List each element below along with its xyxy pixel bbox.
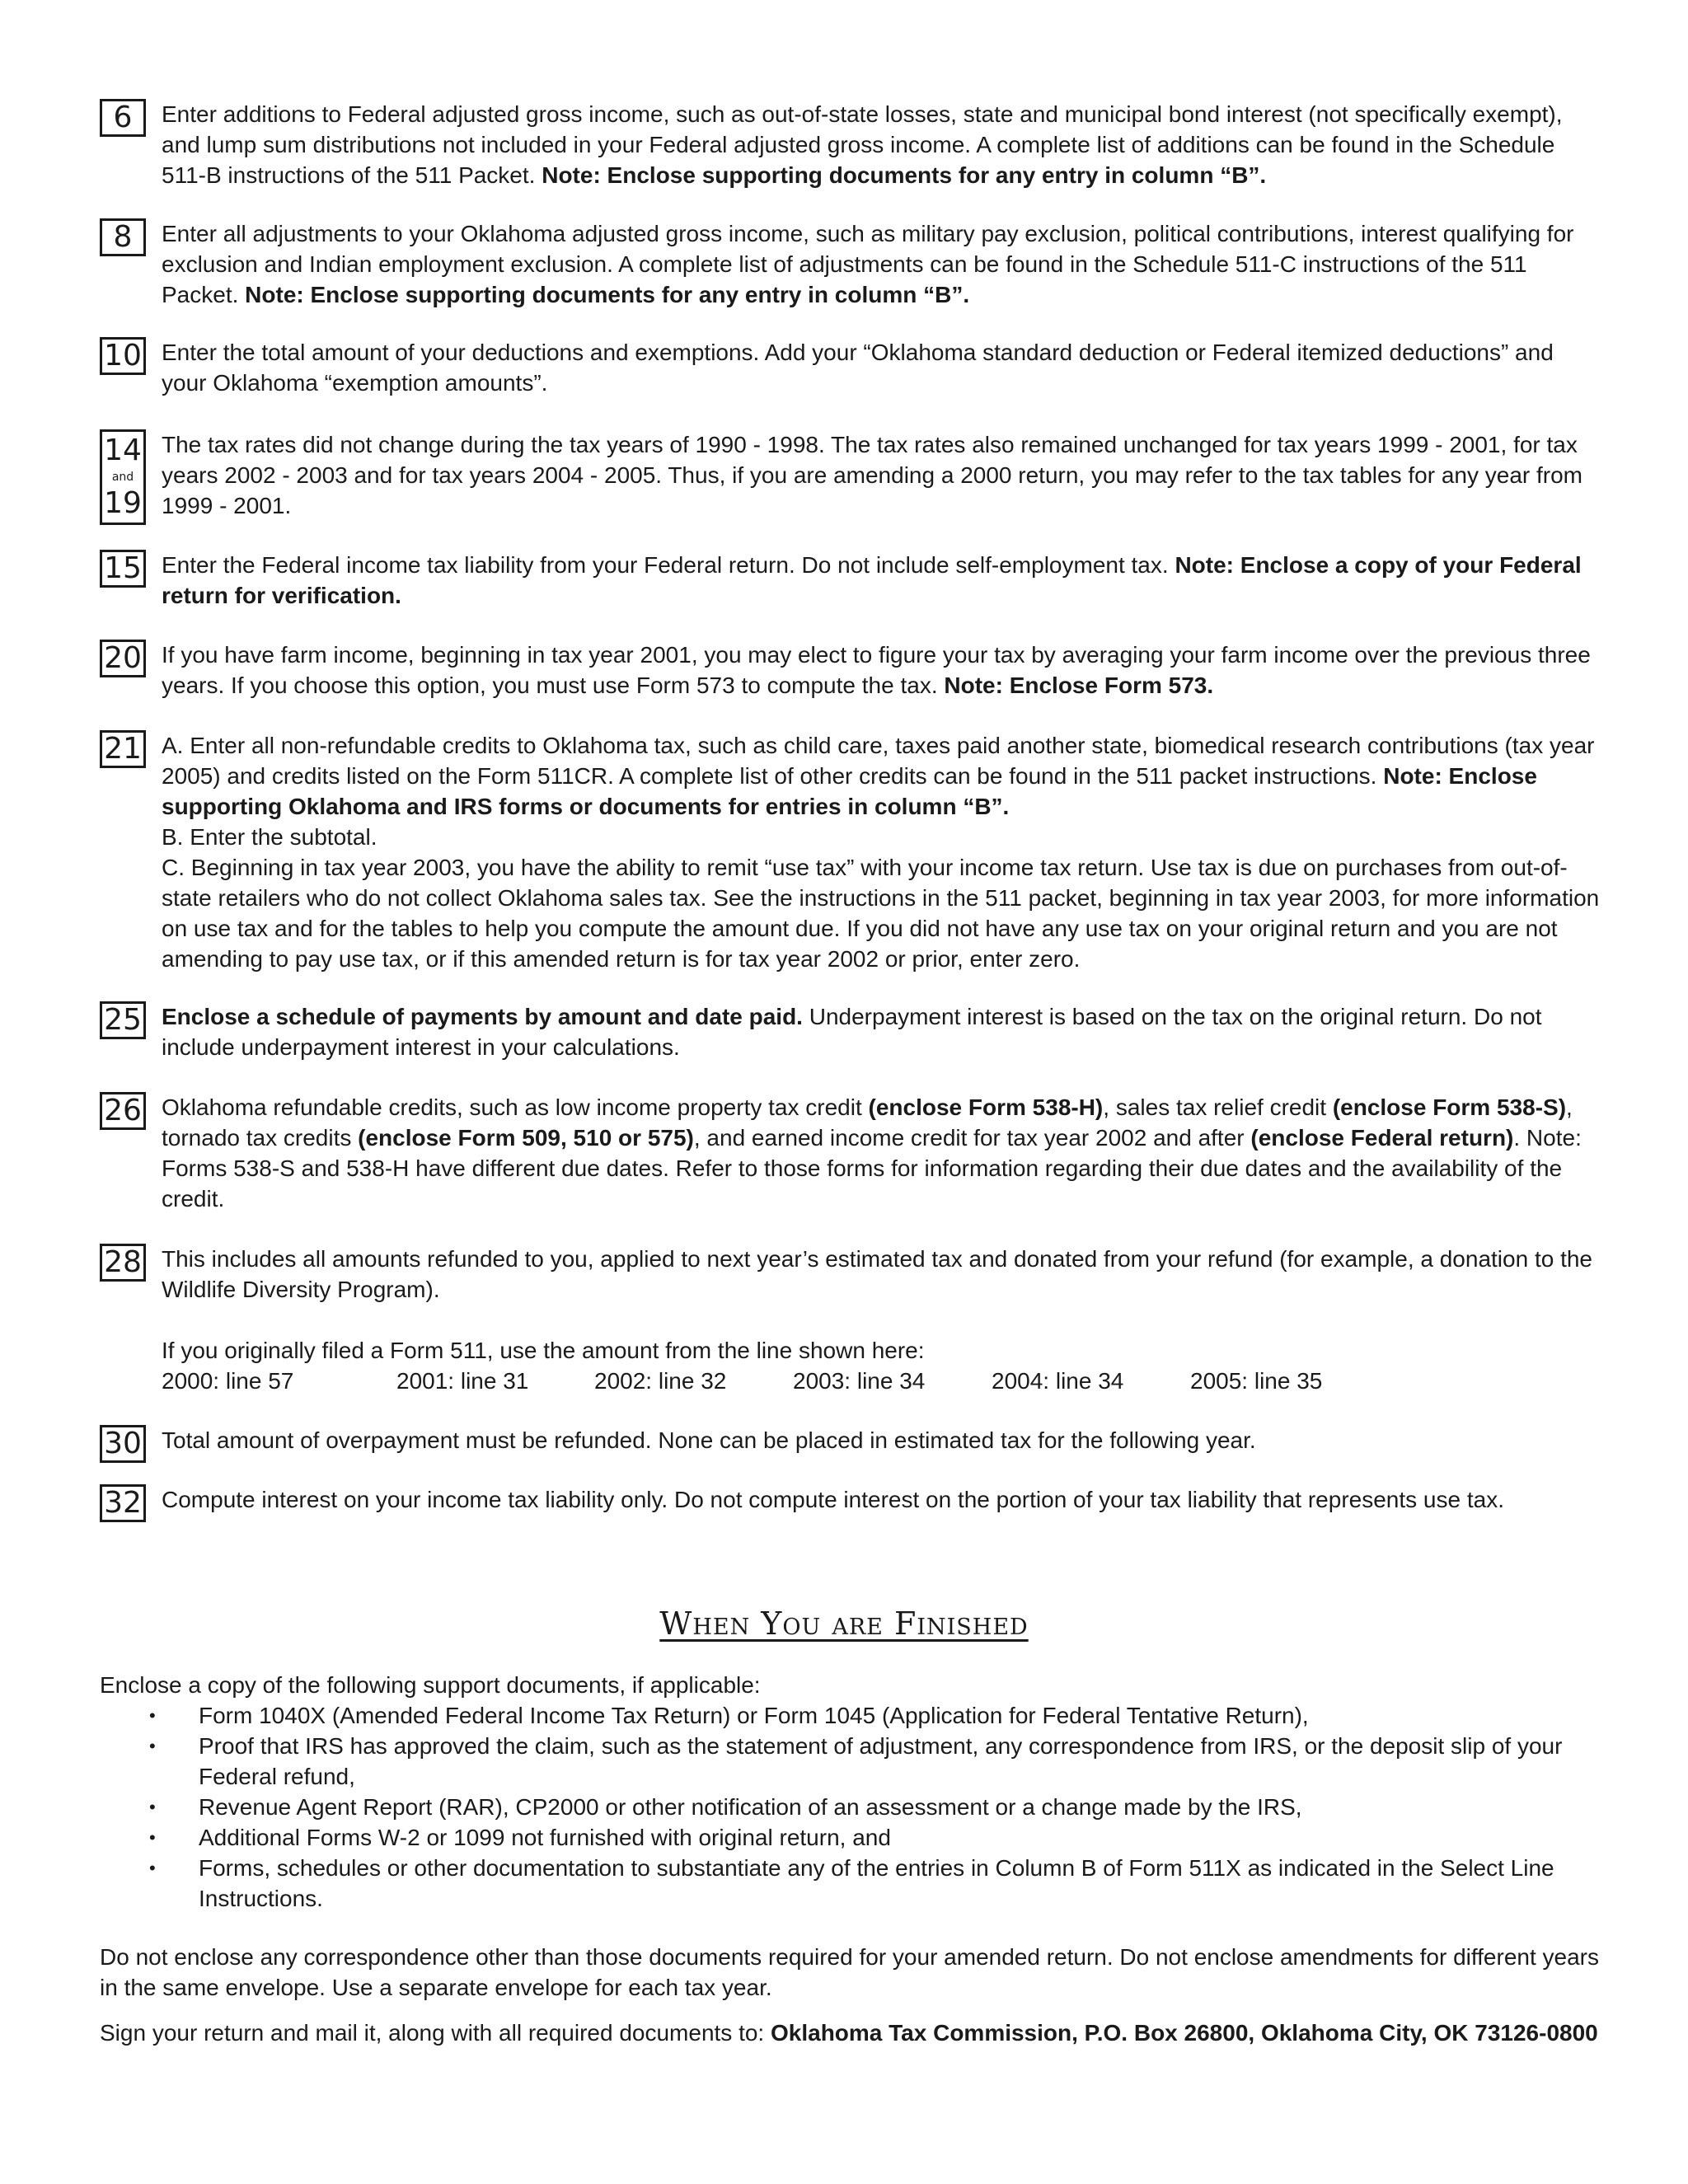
line-32-text [162,1484,1600,1515]
body-text: Compute interest on your income tax liability only. Do not compute interest on the portion of your tax liability that represents use tax. [162,1487,1504,1512]
year-line-item: 2003: line 34 [793,1368,926,1394]
body-text: Enter additions to Federal adjusted gross income, such as out-of-state losses, state and municipal bond interest (not specifically exempt), and lump sum distributions not included in your Federal adjusted gross income. A complete list of additions can be found in the Schedule 511-B instructions of the 511 Packet. [162,101,1563,188]
section-heading: When You are Finished [659,1605,1029,1642]
line-number-box: 10 [100,337,146,375]
year-line-item: 2005: line 35 [1190,1368,1323,1394]
line-26-text [162,1092,1600,1214]
year-line-item: 2000: line 57 [162,1368,294,1394]
finished-intro-block [100,1670,1600,1914]
line-8-text [162,218,1600,310]
line-21-text [162,730,1600,974]
mailing-instructions [100,2018,1600,2048]
body-text: , and earned income credit for tax year 2002 and after [693,1125,1251,1151]
emphasis-text: Note: Enclose supporting documents for any entry in column “B”. [542,162,1267,188]
line-30-text [162,1425,1600,1455]
body-text: Enter all adjustments to your Oklahoma adjusted gross income, such as military pay exclusion, political contributions, interest qualifying for exclusion and Indian employment exclusion. A complete list of adjustments can be found in the Schedule 511-C instructions of the 511 Packet. [162,221,1574,307]
emphasis-text: (enclose Form 509, 510 or 575) [358,1125,694,1151]
body-text: Oklahoma refundable credits, such as low income property tax credit [162,1094,869,1120]
body-text: , tornado tax credits [162,1094,1573,1151]
list-item: • Form 1040X (Amended Federal Income Tax Return) or Form 1045 (Application for Federal Tentative Return), [149,1703,1309,1728]
line-20-text [162,640,1600,701]
emphasis-text: Note: Enclose a copy of your Federal return for verification. [162,552,1582,608]
line-25-text [162,1001,1600,1062]
line-28-year-list [162,1366,1600,1396]
body-text: A. Enter all non-refundable credits to Oklahoma tax, such as child care, taxes paid another state, biomedical research contributions (tax year 2005) and credits listed on the Form 511CR. A complete list of other credits can be found in the 511 packet instructions. [162,733,1595,789]
year-line-item: 2004: line 34 [992,1368,1124,1394]
line-number-box: 25 [100,1001,146,1039]
body-text: . Note: Forms 538-S and 538-H have different due dates. Refer to those forms for information regarding their due dates and the availability of the credit. [162,1125,1582,1212]
mailing-text: Sign your return and mail it, along with all required documents to: [100,2020,771,2046]
emphasis-text: (enclose Federal return) [1250,1125,1514,1151]
line-28-subtext: If you originally filed a Form 511, use the amount from the line shown here: [162,1338,925,1363]
line-number-box: 28 [100,1244,146,1282]
body-text: , sales tax relief credit [1103,1094,1333,1120]
emphasis-text: Note: Enclose supporting documents for any entry in column “B”. [245,282,970,307]
body-text: Underpayment interest is based on the tax on the original return. Do not include underpayment interest in your calculations. [162,1004,1542,1060]
line-number-box: 21 [100,730,146,768]
line-number-box: 8 [100,218,146,256]
body-text: B. Enter the subtotal. [162,824,377,850]
body-text: Total amount of overpayment must be refunded. None can be placed in estimated tax for the following year. [162,1427,1256,1453]
line-28-text [162,1244,1600,1396]
body-text: If you have farm income, beginning in tax year 2001, you may elect to figure your tax by averaging your farm income over the previous three years. If you choose this option, you must use Form 573 to compute the tax. [162,642,1591,698]
list-item: • Revenue Agent Report (RAR), CP2000 or other notification of an assessment or a change made by the IRS, [149,1794,1302,1820]
line-number-box: 15 [100,550,146,588]
line-10-text [162,337,1600,398]
line-number-box: 32 [100,1484,146,1522]
line-number-box: 26 [100,1092,146,1130]
year-line-item: 2001: line 31 [396,1368,529,1394]
year-line-item: 2002: line 32 [594,1368,727,1394]
body-text: C. Beginning in tax year 2003, you have the ability to remit “use tax” with your income tax return. Use tax is due on purchases from out-of-state retailers who do not collect Oklahoma sales tax. See the instructions in the 511 packet, beginning in tax year 2003, for more information on use tax and for the tables to help you compute the amount due. If you did not have any use tax on your original return and you are not amending to pay use tax, or if this amended return is for tax year 2002 or prior, enter zero. [162,855,1600,972]
emphasis-text: Enclose a schedule of payments by amount and date paid. [162,1004,803,1029]
envelope-note: Do not enclose any correspondence other than those documents required for your amended return. Do not enclose amendments for different years in the same envelope. Use a separate envelope for each tax year. [100,1944,1599,2000]
line-15-text [162,550,1600,611]
list-item: • Proof that IRS has approved the claim, such as the statement of adjustment, any correspondence from IRS, or the deposit slip of your Federal refund, [149,1733,1563,1789]
line-14-19-text [162,429,1600,521]
list-item: • Forms, schedules or other documentation to substantiate any of the entries in Column B of Form 511X as indicated in the Select Line Instructions. [149,1855,1554,1911]
list-item: • Additional Forms W-2 or 1099 not furnished with original return, and [149,1825,891,1850]
line-6-text [162,99,1600,190]
line-number-box: 30 [100,1425,146,1463]
line-number-box: 6 [100,99,146,137]
emphasis-text: (enclose Form 538-H) [868,1094,1104,1120]
support-documents-list [100,1700,1600,1914]
body-text: The tax rates did not change during the tax years of 1990 - 1998. The tax rates also remained unchanged for tax years 1999 - 2001, for tax years 2002 - 2003 and for tax years 2004 - 2005. Thus, if you are amending a 2000 return, you may refer to the tax tables for any year from 1999 - 2001. [162,432,1583,518]
body-text: This includes all amounts refunded to you, applied to next year’s estimated tax and donated from your refund (for example, a donation to the Wildlife Diversity Program). [162,1246,1592,1302]
emphasis-text: Note: Enclose Form 573. [944,673,1214,698]
line-number-box: 14 and 19 [100,429,146,525]
emphasis-text: Note: Enclose supporting Oklahoma and IRS forms or documents for entries in column “B”. [162,763,1537,819]
mailing-address: Oklahoma Tax Commission, P.O. Box 26800, Oklahoma City, OK 73126-0800 [770,2020,1598,2046]
line-number-box: 20 [100,640,146,677]
emphasis-text: (enclose Form 538-S) [1332,1094,1567,1120]
finished-intro: Enclose a copy of the following support documents, if applicable: [100,1672,761,1698]
body-text: Enter the total amount of your deductions and exemptions. Add your “Oklahoma standard deduction or Federal itemized deductions” and your Oklahoma “exemption amounts”. [162,340,1554,396]
body-text: Enter the Federal income tax liability from your Federal return. Do not include self-employment tax. [162,552,1175,578]
